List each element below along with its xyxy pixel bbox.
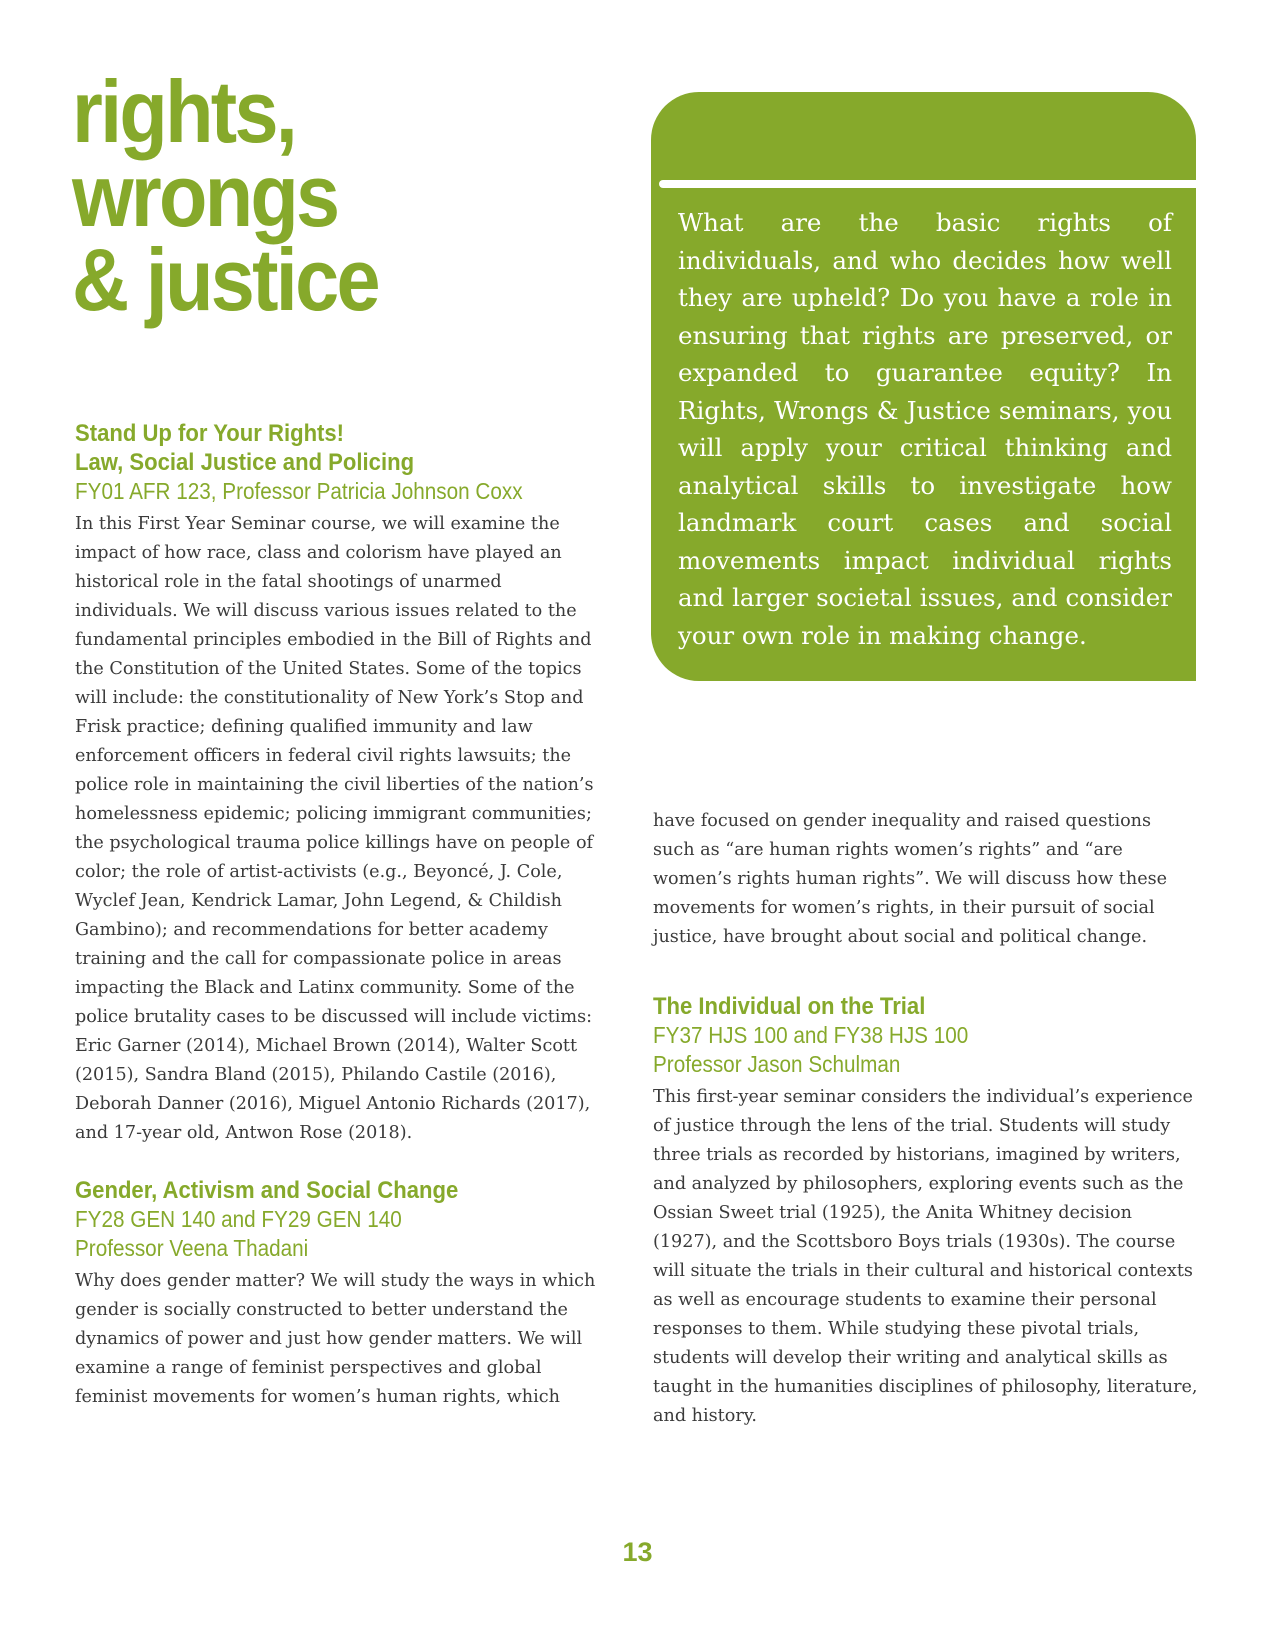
course-description: In this First Year Seminar course, we will examine the impact of how race, class and colorism have played an historical role in the fatal shootings of unarmed individuals. We will discuss various issues related to the fundamental principles embodied in the Bill of Rights and the Constitution of the United States. Some of the topics will include: the constitutionality of New York’s Stop and Frisk practice; defining qualified immunity and law enforcement officers in federal civil rights lawsuits; the police role in maintaining the civil liberties of the nation’s homelessness epidemic; policing immigrant communities; the psychological trauma police killings have on people of color; the role of artist-activists (e.g., Beyoncé, J. Cole, Wyclef Jean, Kendrick Lamar, John Legend, & Childish Gambino); and recommendations for better academy training and the call for compassionate police in areas impacting the Black and Latinx community. Some of the police brutality cases to be discussed will include victims: Eric Garner (2014), Michael Brown (2014), Walter Scott (2015), Sandra Bland (2015), Philando Castile (2016), Deborah Danner (2016), Miguel Antonio Richards (2017), and 17-year old, Antwon Rose (2018).	[75, 514, 594, 1143]
course-code: FY01 AFR 123, Professor Patricia Johnson Coxx	[75, 478, 523, 504]
course-professor: Professor Jason Schulman	[653, 1051, 901, 1077]
right-column	[653, 807, 1198, 1459]
course-professor: Professor Veena Thadani	[75, 1235, 309, 1261]
course-title-line-2: Law, Social Justice and Policing	[75, 449, 415, 476]
course-title: The Individual on the Trial	[653, 993, 926, 1020]
page-title-line-1: rights,	[72, 62, 296, 161]
course-title	[75, 419, 567, 477]
course-code: FY37 HJS 100 and FY38 HJS 100	[653, 1022, 969, 1048]
course-gender-activism	[75, 1176, 610, 1412]
course-description: Why does gender matter? We will study the ways in which gender is socially constructed to better understand the dynamics of power and just how gender matters. We will examine a range of feminist perspectives and global feminist movements for women’s human rights, which	[75, 1271, 596, 1407]
page-title-line-3: & justice	[72, 230, 378, 329]
course-title-line-1: Stand Up for Your Rights!	[75, 420, 345, 447]
course-stand-up-for-your-rights	[75, 419, 610, 1148]
course-description-continued: have focused on gender inequality and raised questions such as “are human rights women’s rights” and “are women’s rights human rights”. We will discuss how these movements for women’s rights, in their pursuit of social justice, have brought about social and political change.	[653, 811, 1168, 947]
page-title-line-2: wrongs	[72, 146, 338, 245]
page-title	[72, 62, 540, 329]
page-number: 13	[622, 1537, 653, 1567]
course-title: Gender, Activism and Social Change	[75, 1177, 459, 1204]
callout-divider	[659, 180, 1196, 188]
course-description: This first-year seminar considers the individual’s experience of justice through the lens of the trial. Students will study three trials as recorded by historians, imagined by writers, and analyzed by philosophers, exploring events such as the Ossian Sweet trial (1925), the Anita Whitney decision (1927), and the Scottsboro Boys trials (1930s). The course will situate the trials in their cultural and historical contexts as well as encourage students to examine their personal responses to them. While studying these pivotal trials, students will develop their writing and analytical skills as taught in the humanities disciplines of philosophy, literature, and history.	[653, 1087, 1198, 1426]
course-code: FY28 GEN 140 and FY29 GEN 140	[75, 1206, 402, 1232]
course-individual-on-trial	[653, 992, 1198, 1431]
callout-text: What are the basic rights of individuals, and who decides how well they are upheld? Do you have a role in ensuring that rights are preserved, or expanded to guarantee equity? In Rights, Wrongs & Justice seminars, you will apply your critical thinking and analytical skills to investigate how landmark court cases and social movements impact individual rights and larger societal issues, and consider your own role in making change.	[678, 208, 1172, 650]
intro-callout-box	[651, 92, 1196, 681]
course-gender-activism-continued	[653, 807, 1198, 952]
left-column	[75, 419, 610, 1440]
